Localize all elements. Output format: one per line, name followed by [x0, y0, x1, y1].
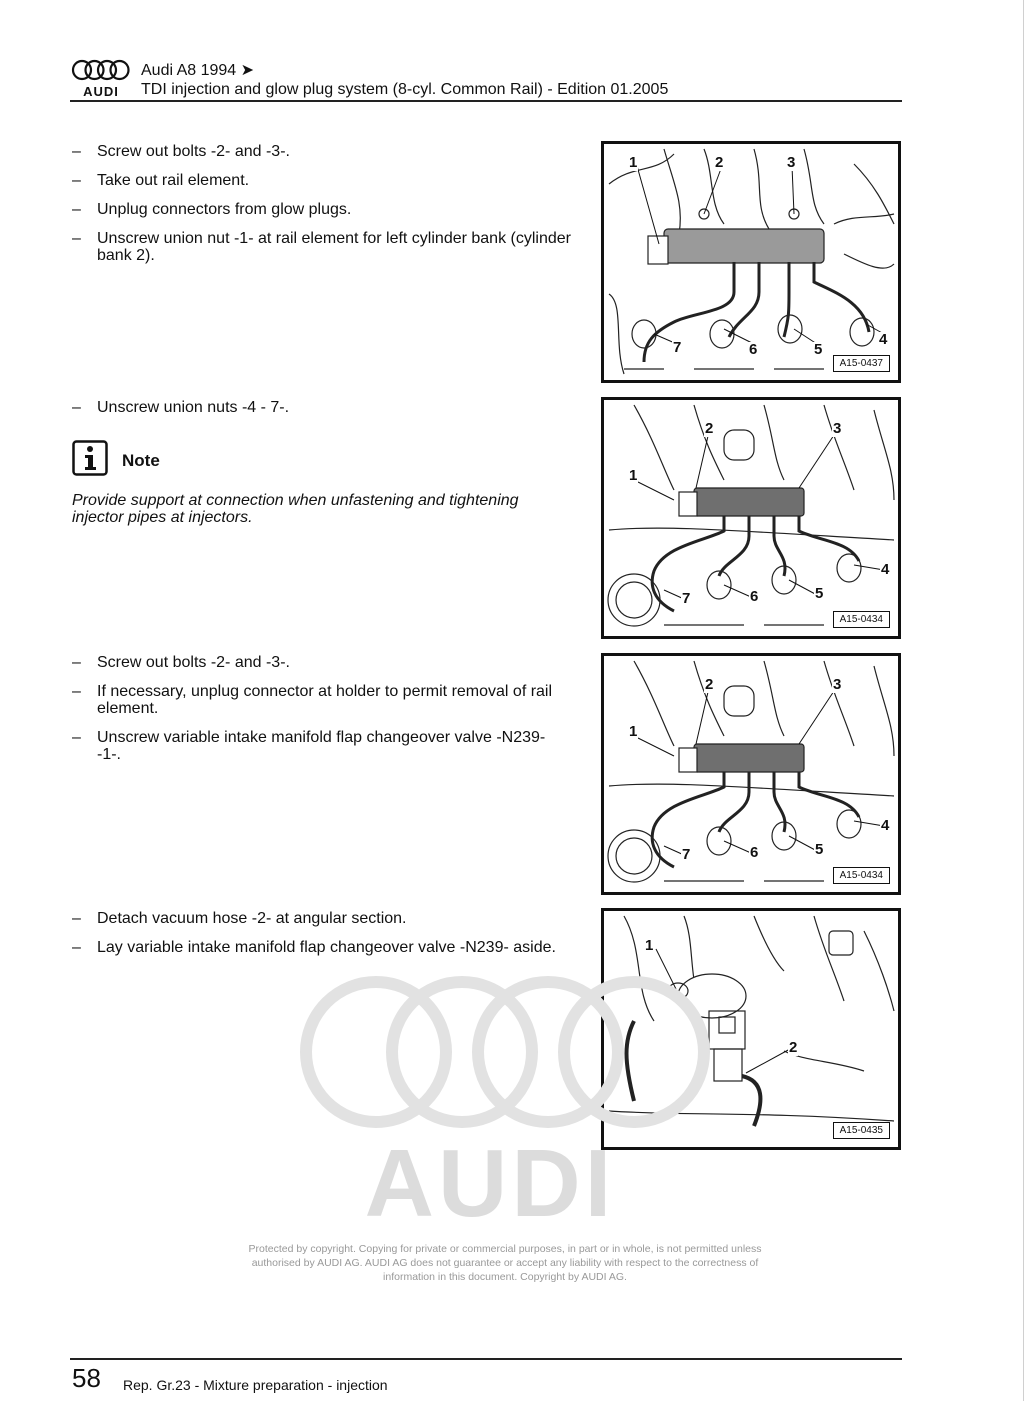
figure-id: A15-0437: [833, 355, 890, 372]
callout-6: 6: [750, 844, 759, 861]
callout-3: 3: [833, 676, 842, 693]
svg-text:AUDI: AUDI: [83, 84, 119, 98]
callout-5: 5: [814, 341, 823, 358]
info-icon: [72, 440, 108, 476]
figure-rail-element-3: [601, 653, 901, 895]
callout-5: 5: [815, 585, 824, 602]
step-item: – Take out rail element.: [72, 172, 250, 189]
callout-6: 6: [750, 588, 759, 605]
figure-id: A15-0434: [833, 611, 890, 628]
header-divider: [70, 100, 902, 102]
figure-rail-element-2: [601, 397, 901, 639]
step-list-4: [72, 910, 572, 968]
step-item: – Unscrew variable intake manifold flap changeover valve -N239- -1-.: [72, 729, 546, 763]
step-item: – Unscrew union nut -1- at rail element for left cylinder bank (cylinder bank 2).: [72, 230, 571, 264]
svg-text:AUDI: AUDI: [364, 1130, 616, 1228]
figure-id: A15-0434: [833, 867, 890, 884]
callout-4: 4: [879, 331, 888, 348]
step-list-3: [72, 654, 572, 775]
callout-7: 7: [673, 339, 682, 356]
note-text: Provide support at connection when unfastening and tightening injector pipes at injectors.: [72, 492, 519, 526]
callout-7: 7: [682, 590, 691, 607]
figure-id: A15-0435: [833, 1122, 890, 1139]
watermark-logo-text: [340, 1128, 640, 1228]
step-item: – Detach vacuum hose -2- at angular section.: [72, 910, 407, 927]
step-list-1: [72, 143, 572, 276]
callout-6: 6: [749, 341, 758, 358]
step-item: – Lay variable intake manifold flap changeover valve -N239- aside.: [72, 939, 556, 956]
callout-3: 3: [787, 154, 796, 171]
step-item: – Unscrew union nuts -4 - 7-.: [72, 399, 290, 416]
callout-1: 1: [629, 154, 638, 171]
footer-divider: [70, 1358, 902, 1360]
step-item: – Screw out bolts -2- and -3-.: [72, 143, 290, 160]
step-item: – Screw out bolts -2- and -3-.: [72, 654, 290, 671]
copyright-notice: Protected by copyright. Copying for private or commercial purposes, in part or in whole, is not permitted unless authorised by AUDI AG. AUDI AG does not guarantee or accept any liability with respect to the correctness of information in this document. Copyright by AUDI AG.: [248, 1243, 762, 1283]
audi-logo: [70, 58, 132, 98]
callout-2: 2: [789, 1039, 798, 1056]
callout-1: 1: [645, 937, 654, 954]
callout-7: 7: [682, 846, 691, 863]
callout-4: 4: [881, 561, 890, 578]
header-model: Audi A8 1994 ➤: [141, 62, 255, 79]
step-item: – Unplug connectors from glow plugs.: [72, 201, 352, 218]
callout-1: 1: [629, 467, 638, 484]
page-number: 58: [72, 1363, 101, 1393]
callout-5: 5: [815, 841, 824, 858]
footer-chapter: Rep. Gr.23 - Mixture preparation - injection: [123, 1377, 388, 1393]
callout-2: 2: [715, 154, 724, 171]
step-list-2: [72, 399, 572, 428]
callout-2: 2: [705, 676, 714, 693]
step-item: – If necessary, unplug connector at holder to permit removal of rail element.: [72, 683, 553, 717]
note-label: Note: [122, 451, 160, 470]
callout-1: 1: [629, 723, 638, 740]
watermark-rings: [296, 970, 716, 1140]
figure-rail-element-1: [601, 141, 901, 383]
callout-3: 3: [833, 420, 842, 437]
callout-4: 4: [881, 817, 890, 834]
callout-2: 2: [705, 420, 714, 437]
header-title: TDI injection and glow plug system (8-cyl. Common Rail) - Edition 01.2005: [141, 81, 669, 98]
